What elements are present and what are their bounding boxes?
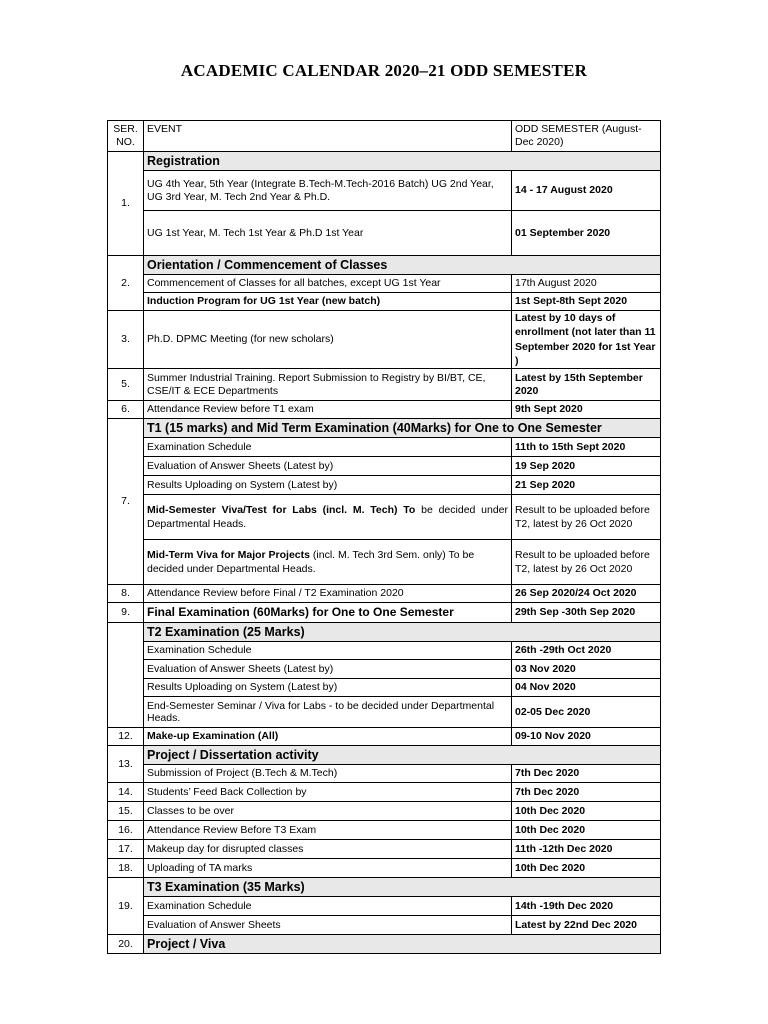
table-row	[108, 275, 661, 293]
ser-cell: 14.	[108, 783, 144, 802]
event-cell: Results Uploading on System (Latest by)	[144, 476, 512, 495]
table-row	[108, 293, 661, 311]
date-cell: 29th Sep -30th Sep 2020	[512, 603, 661, 623]
event-cell: UG 4th Year, 5th Year (Integrate B.Tech-M.Tech-2016 Batch) UG 2nd Year, UG 3rd Year, M. Tech 2nd Year & Ph.D.	[144, 171, 512, 211]
table-row	[108, 476, 661, 495]
section-row	[108, 419, 661, 438]
event-cell: End-Semester Seminar / Viva for Labs - to be decided under Departmental Heads.	[144, 697, 512, 728]
event-cell: Induction Program for UG 1st Year (new batch)	[144, 293, 512, 311]
event-cell: Summer Industrial Training. Report Submission to Registry by BI/BT, CE, CSE/IT & ECE Departments	[144, 369, 512, 401]
ser-cell: 19.	[108, 878, 144, 935]
ser-cell: 12.	[108, 728, 144, 746]
date-cell: 14th -19th Dec 2020	[512, 897, 661, 916]
section-title: T3 Examination (35 Marks)	[144, 878, 661, 897]
ser-cell: 8.	[108, 585, 144, 603]
table-row	[108, 859, 661, 878]
date-cell: 11th -12th Dec 2020	[512, 840, 661, 859]
table-row	[108, 897, 661, 916]
date-cell: Result to be uploaded before T2, latest by 26 Oct 2020	[512, 495, 661, 540]
table-row	[108, 765, 661, 783]
event-text: (incl. M. Tech 3rd Sem. only) To be decided under Departmental Heads.	[147, 548, 475, 575]
date-cell: 03 Nov 2020	[512, 660, 661, 679]
date-cell: 17th August 2020	[512, 275, 661, 293]
ser-cell: 7.	[108, 419, 144, 585]
date-cell: 10th Dec 2020	[512, 859, 661, 878]
event-cell	[144, 540, 512, 585]
event-cell: Commencement of Classes for all batches, except UG 1st Year	[144, 275, 512, 293]
event-cell	[144, 495, 512, 540]
header-event: EVENT	[144, 121, 512, 152]
page-title: ACADEMIC CALENDAR 2020–21 ODD SEMESTER	[180, 61, 588, 80]
date-cell: 04 Nov 2020	[512, 679, 661, 697]
ser-cell: 18.	[108, 859, 144, 878]
header-ser: SER. NO.	[108, 121, 144, 152]
table-row	[108, 311, 661, 369]
ser-cell: 13.	[108, 746, 144, 783]
ser-cell: 15.	[108, 802, 144, 821]
ser-cell: 5.	[108, 369, 144, 401]
table-row	[108, 369, 661, 401]
ser-cell: 1.	[108, 152, 144, 256]
section-row	[108, 256, 661, 275]
event-cell: Evaluation of Answer Sheets (Latest by)	[144, 457, 512, 476]
table-row	[108, 171, 661, 211]
table-row	[108, 438, 661, 457]
event-cell: Ph.D. DPMC Meeting (for new scholars)	[144, 311, 512, 369]
event-bold-text: Mid-Semester Viva/Test for Labs (incl. M. Tech) To	[147, 503, 416, 516]
ser-cell: 3.	[108, 311, 144, 369]
table-row	[108, 679, 661, 697]
event-cell: Make-up Examination (All)	[144, 728, 512, 746]
event-cell: UG 1st Year, M. Tech 1st Year & Ph.D 1st Year	[144, 211, 512, 256]
table-row	[108, 211, 661, 256]
table-row	[108, 916, 661, 935]
header-odd-semester: ODD SEMESTER (August-Dec 2020)	[512, 121, 661, 152]
date-cell: 19 Sep 2020	[512, 457, 661, 476]
event-cell: Examination Schedule	[144, 642, 512, 660]
event-cell: Makeup day for disrupted classes	[144, 840, 512, 859]
section-row	[108, 746, 661, 765]
ser-cell: 17.	[108, 840, 144, 859]
date-cell: 26th -29th Oct 2020	[512, 642, 661, 660]
table-row	[108, 802, 661, 821]
table-row	[108, 821, 661, 840]
table-row	[108, 697, 661, 728]
event-cell: Attendance Review before Final / T2 Examination 2020	[144, 585, 512, 603]
event-cell: Students’ Feed Back Collection by	[144, 783, 512, 802]
ser-cell: 16.	[108, 821, 144, 840]
date-cell: 11th to 15th Sept 2020	[512, 438, 661, 457]
ser-cell: 2.	[108, 256, 144, 311]
section-row	[108, 935, 661, 954]
date-cell: 7th Dec 2020	[512, 765, 661, 783]
section-title: Project / Viva	[144, 935, 661, 954]
date-cell: Latest by 15th September 2020	[512, 369, 661, 401]
event-cell: Attendance Review Before T3 Exam	[144, 821, 512, 840]
event-text: be decided under Departmental Heads.	[147, 503, 509, 530]
date-cell: 9th Sept 2020	[512, 401, 661, 419]
section-row	[108, 878, 661, 897]
section-title: T1 (15 marks) and Mid Term Examination (40Marks) for One to One Semester	[144, 419, 661, 438]
section-row	[108, 623, 661, 642]
date-cell: 01 September 2020	[512, 211, 661, 256]
ser-cell	[108, 623, 144, 728]
date-cell: 1st Sept-8th Sept 2020	[512, 293, 661, 311]
section-title: T2 Examination (25 Marks)	[144, 623, 661, 642]
event-cell: Attendance Review before T1 exam	[144, 401, 512, 419]
table-row	[108, 495, 661, 540]
calendar-table	[107, 120, 661, 954]
table-row	[108, 401, 661, 419]
event-cell: Submission of Project (B.Tech & M.Tech)	[144, 765, 512, 783]
date-cell: 02-05 Dec 2020	[512, 697, 661, 728]
date-cell: 14 - 17 August 2020	[512, 171, 661, 211]
event-cell: Examination Schedule	[144, 438, 512, 457]
date-cell: Latest by 22nd Dec 2020	[512, 916, 661, 935]
section-title: Project / Dissertation activity	[144, 746, 661, 765]
table-row	[108, 603, 661, 623]
section-row	[108, 152, 661, 171]
event-cell: Evaluation of Answer Sheets (Latest by)	[144, 660, 512, 679]
date-cell: Latest by 10 days of enrollment (not later than 11 September 2020 for 1st Year )	[512, 311, 661, 369]
ser-cell: 9.	[108, 603, 144, 623]
table-row	[108, 728, 661, 746]
event-cell: Evaluation of Answer Sheets	[144, 916, 512, 935]
table-row	[108, 783, 661, 802]
date-cell: 7th Dec 2020	[512, 783, 661, 802]
table-row	[108, 585, 661, 603]
table-row	[108, 457, 661, 476]
event-cell: Uploading of TA marks	[144, 859, 512, 878]
ser-cell: 6.	[108, 401, 144, 419]
table-row	[108, 540, 661, 585]
section-title: Orientation / Commencement of Classes	[144, 256, 661, 275]
ser-cell: 20.	[108, 935, 144, 954]
event-cell: Classes to be over	[144, 802, 512, 821]
date-cell: 10th Dec 2020	[512, 821, 661, 840]
event-cell: Results Uploading on System (Latest by)	[144, 679, 512, 697]
table-row	[108, 660, 661, 679]
date-cell: 26 Sep 2020/24 Oct 2020	[512, 585, 661, 603]
section-title: Registration	[144, 152, 661, 171]
date-cell: 10th Dec 2020	[512, 802, 661, 821]
date-cell: Result to be uploaded before T2, latest by 26 Oct 2020	[512, 540, 661, 585]
date-cell: 09-10 Nov 2020	[512, 728, 661, 746]
date-cell: 21 Sep 2020	[512, 476, 661, 495]
event-bold-text: Mid-Term Viva for Major Projects	[147, 548, 310, 561]
event-cell: Final Examination (60Marks) for One to One Semester	[144, 603, 512, 623]
table-row	[108, 642, 661, 660]
table-header-row	[108, 121, 661, 152]
event-cell: Examination Schedule	[144, 897, 512, 916]
table-row	[108, 840, 661, 859]
